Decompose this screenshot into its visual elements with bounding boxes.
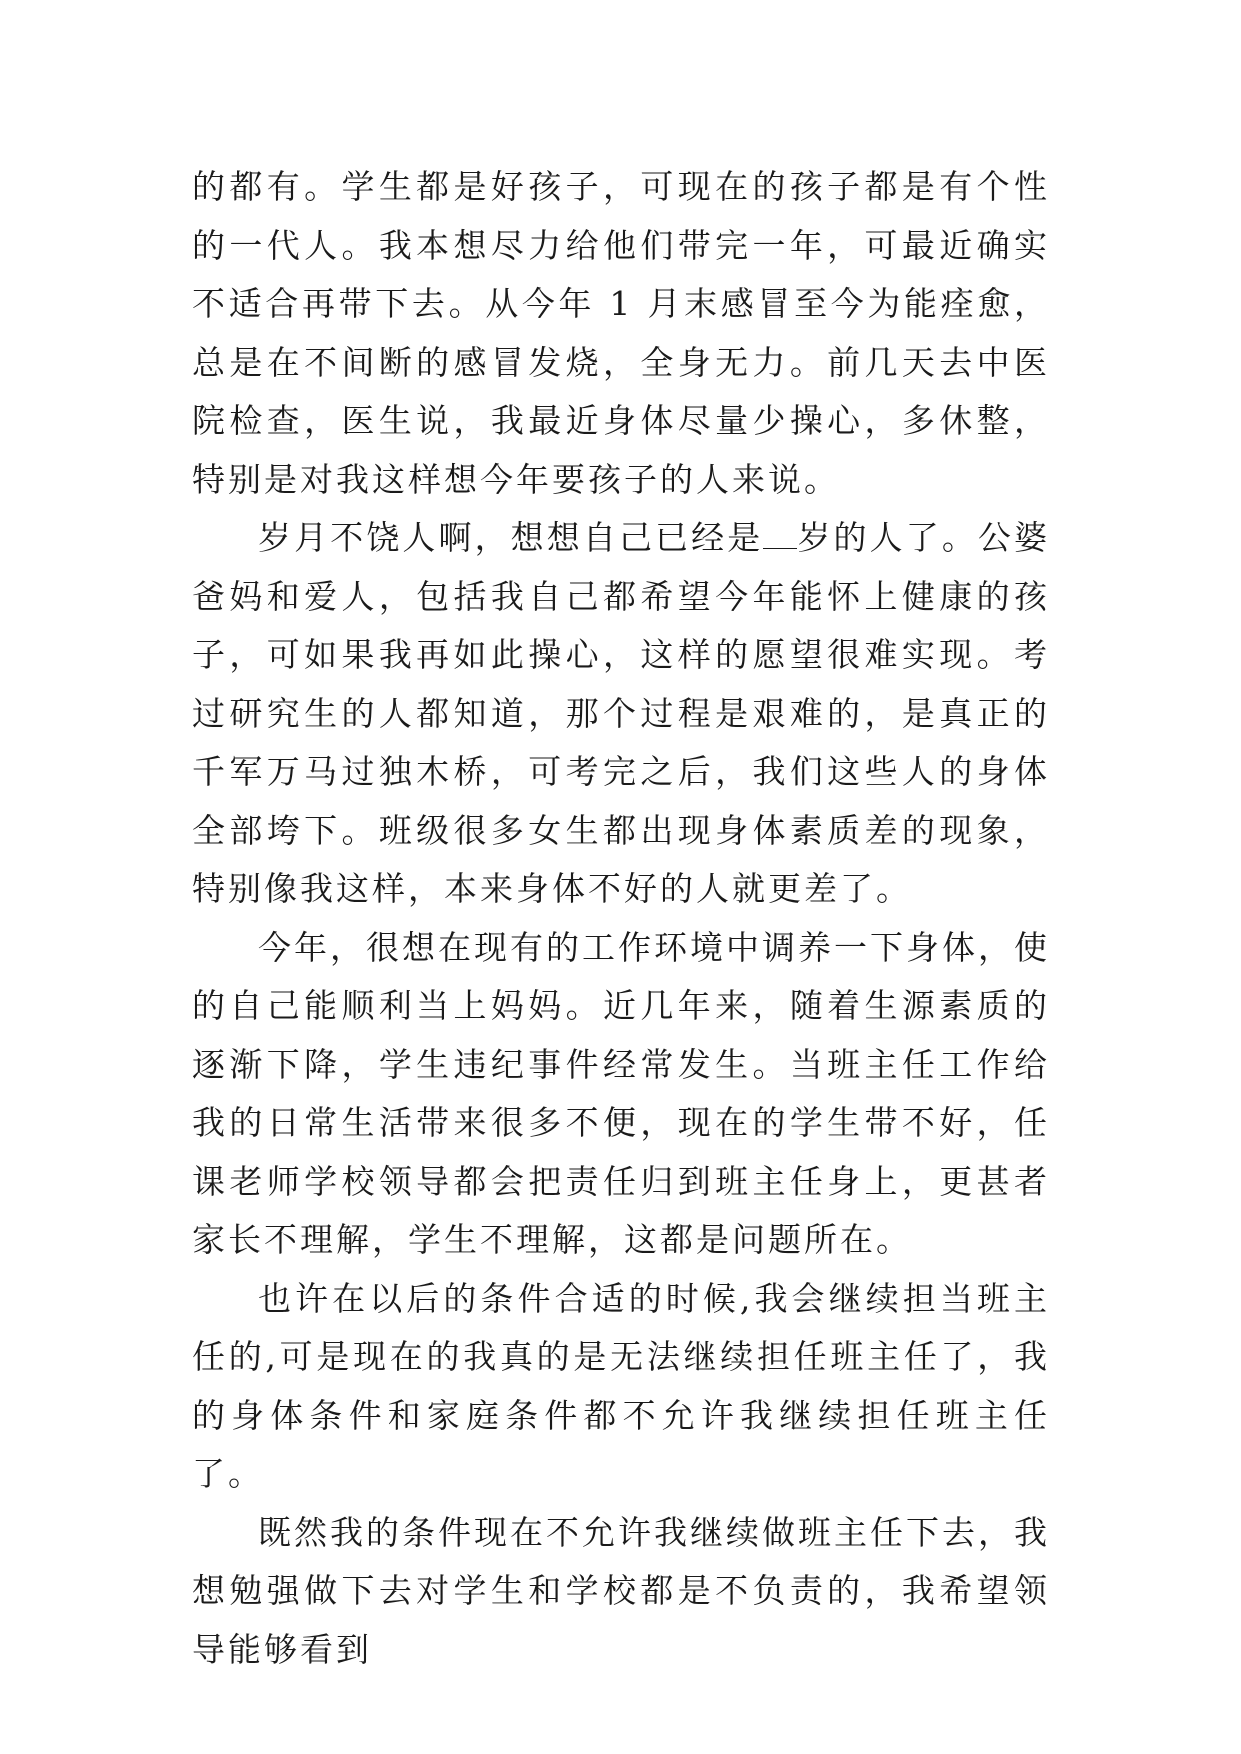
paragraph-1: 的都有。学生都是好孩子，可现在的孩子都是有个性的一代人。我本想尽力给他们带完一年，可最近确实不适合再带下去。从今年 1 月末感冒至今为能痊愈，总是在不间断的感冒发烧，全身无力。前几天去中医院检查，医生说，我最近身体尽量少操心，多休整，特别是对我这样想今年要孩子的人来说。 [192, 167, 1050, 499]
paragraph-4: 也许在以后的条件合适的时候,我会继续担当班主任的,可是现在的我真的是无法继续担任班主任了，我的身体条件和家庭条件都不允许我继续担任班主任了。 [192, 1278, 1050, 1493]
paragraph-2 [192, 509, 1050, 919]
paragraph-3: 今年，很想在现有的工作环境中调养一下身体，使的自己能顺利当上妈妈。近几年来，随着生源素质的逐渐下降，学生违纪事件经常发生。当班主任工作给我的日常生活带来很多不便，现在的学生带不好，任课老师学校领导都会把责任归到班主任身上，更甚者家长不理解，学生不理解，这都是问题所在。 [192, 927, 1050, 1259]
paragraph-2-text-after: 岁的人了。公婆爸妈和爱人，包括我自己都希望今年能怀上健康的孩子，可如果我再如此操心，这样的愿望很难实现。考过研究生的人都知道，那个过程是艰难的，是真正的千军万马过独木桥，可考完之后，我们这些人的身体全部垮下。班级很多女生都出现身体素质差的现象，特别像我这样，本来身体不好的人就更差了。 [192, 518, 1051, 908]
paragraph-5: 既然我的条件现在不允许我继续做班主任下去，我想勉强做下去对学生和学校都是不负责的，我希望领导能够看到 [192, 1512, 1050, 1669]
paragraph-2-text-before: 岁月不饶人啊，想想自己已经是 [258, 518, 764, 557]
blank-underline [763, 520, 797, 549]
document-body [192, 158, 1050, 1679]
